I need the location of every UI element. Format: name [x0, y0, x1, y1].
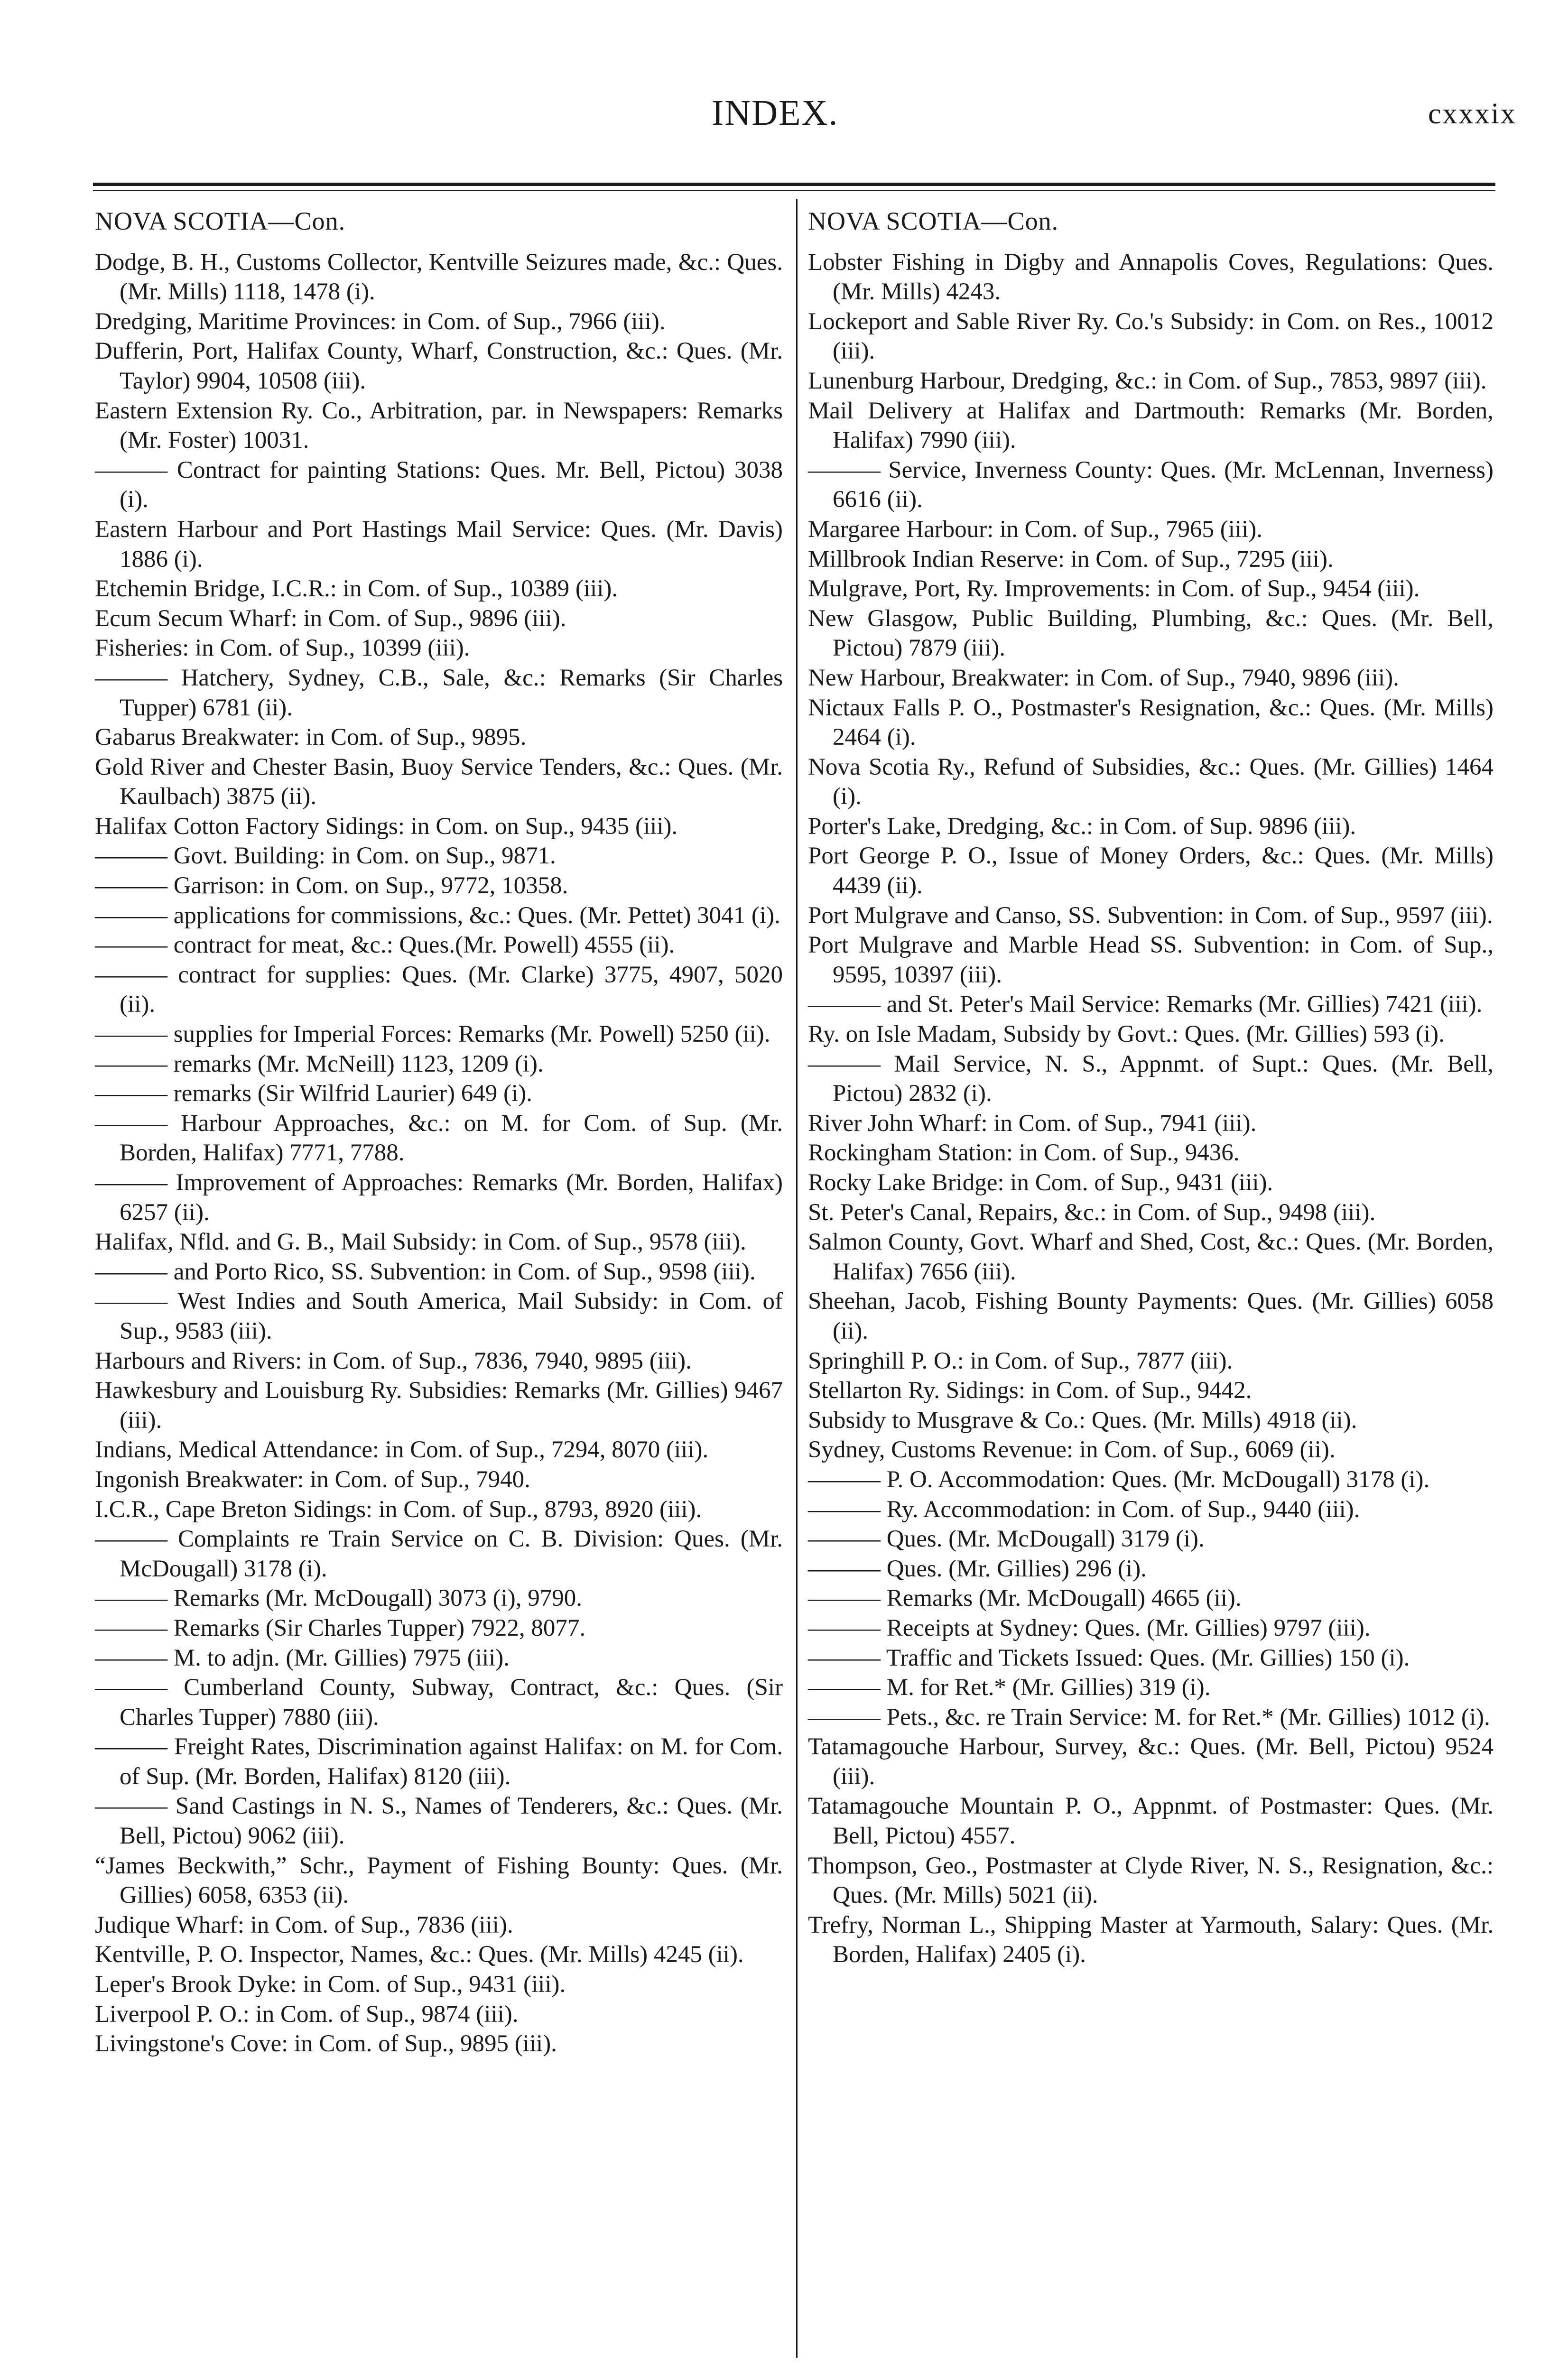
index-entry: Margaree Harbour: in Com. of Sup., 7965 (iii). [808, 516, 1262, 543]
header-rule-thin [93, 190, 1495, 191]
index-entry: ——— Contract for painting Stations: Ques. Mr. Bell, Pictou) 3038 (i). [95, 456, 783, 513]
index-entry: Dredging, Maritime Provinces: in Com. of Sup., 7966 (iii). [95, 308, 666, 335]
index-entry: Nictaux Falls P. O., Postmaster's Resignation, &c.: Ques. (Mr. Mills) 2464 (i). [808, 694, 1494, 751]
right-column [808, 206, 1494, 1970]
index-entry: Springhill P. O.: in Com. of Sup., 7877 (iii). [808, 1347, 1233, 1374]
index-entry: Etchemin Bridge, I.C.R.: in Com. of Sup., 10389 (iii). [95, 575, 618, 602]
index-entry: I.C.R., Cape Breton Sidings: in Com. of Sup., 8793, 8920 (iii). [95, 1496, 702, 1523]
index-entry: ——— Mail Service, N. S., Appnmt. of Supt.: Ques. (Mr. Bell, Pictou) 2832 (i). [808, 1050, 1494, 1107]
index-entry: Ecum Secum Wharf: in Com. of Sup., 9896 (iii). [95, 605, 566, 632]
index-entry: Ingonish Breakwater: in Com. of Sup., 7940. [95, 1466, 530, 1493]
index-entry: ——— remarks (Mr. McNeill) 1123, 1209 (i). [95, 1050, 544, 1077]
index-entry: ——— Improvement of Approaches: Remarks (Mr. Borden, Halifax) 6257 (ii). [95, 1169, 783, 1226]
index-entry: Kentville, P. O. Inspector, Names, &c.: Ques. (Mr. Mills) 4245 (ii). [95, 1941, 744, 1968]
index-entry: ——— M. to adjn. (Mr. Gillies) 7975 (iii). [95, 1644, 510, 1671]
index-entry: Lobster Fishing in Digby and Annapolis Coves, Regulations: Ques. (Mr. Mills) 4243. [808, 249, 1494, 306]
index-entry: ——— applications for commissions, &c.: Ques. (Mr. Pettet) 3041 (i). [95, 902, 780, 929]
index-entry: Millbrook Indian Reserve: in Com. of Sup., 7295 (iii). [808, 546, 1334, 573]
index-entry: ——— M. for Ret.* (Mr. Gillies) 319 (i). [808, 1674, 1211, 1701]
index-entry: “James Beckwith,” Schr., Payment of Fishing Bounty: Ques. (Mr. Gillies) 6058, 6353 (ii). [95, 1852, 783, 1909]
index-entry: St. Peter's Canal, Repairs, &c.: in Com. of Sup., 9498 (iii). [808, 1199, 1376, 1226]
index-entry: ——— P. O. Accommodation: Ques. (Mr. McDougall) 3178 (i). [808, 1466, 1430, 1493]
index-entry: Salmon County, Govt. Wharf and Shed, Cost, &c.: Ques. (Mr. Borden, Halifax) 7656 (iii). [808, 1229, 1494, 1285]
index-entry: ——— remarks (Sir Wilfrid Laurier) 649 (i). [95, 1080, 532, 1107]
index-entry: Rockingham Station: in Com. of Sup., 9436. [808, 1140, 1240, 1167]
index-entry: Hawkesbury and Louisburg Ry. Subsidies: Remarks (Mr. Gillies) 9467 (iii). [95, 1377, 783, 1434]
index-entry: Mail Delivery at Halifax and Dartmouth: Remarks (Mr. Borden, Halifax) 7990 (iii). [808, 397, 1494, 454]
index-entry: Gold River and Chester Basin, Buoy Service Tenders, &c.: Ques. (Mr. Kaulbach) 3875 (ii). [95, 753, 783, 810]
index-entry: ——— Remarks (Mr. McDougall) 4665 (ii). [808, 1585, 1242, 1612]
index-entry: Sheehan, Jacob, Fishing Bounty Payments: Ques. (Mr. Gillies) 6058 (ii). [808, 1288, 1494, 1344]
index-entry: New Harbour, Breakwater: in Com. of Sup., 7940, 9896 (iii). [808, 664, 1399, 691]
index-entry: River John Wharf: in Com. of Sup., 7941 (iii). [808, 1110, 1257, 1137]
index-entry: Dodge, B. H., Customs Collector, Kentville Seizures made, &c.: Ques. (Mr. Mills) 1118, 1478 (i). [95, 249, 783, 306]
index-entry: Indians, Medical Attendance: in Com. of Sup., 7294, 8070 (iii). [95, 1436, 709, 1464]
header-rule-thick [93, 183, 1495, 186]
index-entry: Port Mulgrave and Canso, SS. Subvention: in Com. of Sup., 9597 (iii). [808, 902, 1493, 929]
index-entry: ——— Service, Inverness County: Ques. (Mr. McLennan, Inverness) 6616 (ii). [808, 456, 1494, 513]
index-entry: Port George P. O., Issue of Money Orders, &c.: Ques. (Mr. Mills) 4439 (ii). [808, 843, 1494, 899]
index-entry: Mulgrave, Port, Ry. Improvements: in Com. of Sup., 9454 (iii). [808, 575, 1420, 602]
index-entry: Halifax Cotton Factory Sidings: in Com. on Sup., 9435 (iii). [95, 813, 678, 840]
index-entry: ——— West Indies and South America, Mail Subsidy: in Com. of Sup., 9583 (iii). [95, 1288, 783, 1344]
index-entry: Eastern Harbour and Port Hastings Mail Service: Ques. (Mr. Davis) 1886 (i). [95, 516, 783, 573]
index-entry: ——— Ques. (Mr. McDougall) 3179 (i). [808, 1526, 1205, 1553]
index-entry: Liverpool P. O.: in Com. of Sup., 9874 (iii). [95, 2001, 519, 2028]
index-entry: Port Mulgrave and Marble Head SS. Subvention: in Com. of Sup., 9595, 10397 (iii). [808, 932, 1494, 988]
index-entry: ——— Govt. Building: in Com. on Sup., 9871. [95, 843, 556, 870]
index-entry: ——— Ry. Accommodation: in Com. of Sup., 9440 (iii). [808, 1496, 1360, 1523]
column-divider [796, 199, 798, 2358]
index-entry: ——— Pets., &c. re Train Service: M. for Ret.* (Mr. Gillies) 1012 (i). [808, 1704, 1490, 1731]
index-entry: ——— Hatchery, Sydney, C.B., Sale, &c.: Remarks (Sir Charles Tupper) 6781 (ii). [95, 664, 783, 721]
index-entry: ——— Receipts at Sydney: Ques. (Mr. Gillies) 9797 (iii). [808, 1614, 1371, 1641]
index-entry: Halifax, Nfld. and G. B., Mail Subsidy: in Com. of Sup., 9578 (iii). [95, 1229, 746, 1256]
left-column-heading: NOVA SCOTIA—Con. [95, 207, 346, 235]
index-entry: Tatamagouche Harbour, Survey, &c.: Ques. (Mr. Bell, Pictou) 9524 (iii). [808, 1733, 1494, 1790]
index-entry: Ry. on Isle Madam, Subsidy by Govt.: Ques. (Mr. Gillies) 593 (i). [808, 1021, 1445, 1048]
index-entry: ——— and St. Peter's Mail Service: Remarks (Mr. Gillies) 7421 (iii). [808, 991, 1483, 1018]
index-entry: Sydney, Customs Revenue: in Com. of Sup., 6069 (ii). [808, 1436, 1336, 1464]
left-entry-list [95, 248, 783, 2059]
index-entry: Trefry, Norman L., Shipping Master at Yarmouth, Salary: Ques. (Mr. Borden, Halifax) 2405 (i). [808, 1911, 1494, 1968]
index-entry: Judique Wharf: in Com. of Sup., 7836 (iii). [95, 1911, 513, 1938]
index-entry: Gabarus Breakwater: in Com. of Sup., 9895. [95, 724, 527, 751]
index-entry: Eastern Extension Ry. Co., Arbitration, par. in Newspapers: Remarks (Mr. Foster) 10031. [95, 397, 783, 454]
index-entry: Livingstone's Cove: in Com. of Sup., 9895 (iii). [95, 2030, 557, 2057]
index-entry: Fisheries: in Com. of Sup., 10399 (iii). [95, 635, 470, 662]
index-entry: Porter's Lake, Dredging, &c.: in Com. of Sup. 9896 (iii). [808, 813, 1356, 840]
index-entry: Rocky Lake Bridge: in Com. of Sup., 9431 (iii). [808, 1169, 1273, 1196]
page-number: cxxxix [1428, 98, 1517, 130]
index-entry: Lockeport and Sable River Ry. Co.'s Subsidy: in Com. on Res., 10012 (iii). [808, 308, 1494, 365]
index-entry: ——— Sand Castings in N. S., Names of Tenderers, &c.: Ques. (Mr. Bell, Pictou) 9062 (iii). [95, 1793, 783, 1850]
index-entry: ——— contract for meat, &c.: Ques.(Mr. Powell) 4555 (ii). [95, 932, 675, 959]
index-entry: ——— Freight Rates, Discrimination against Halifax: on M. for Com. of Sup. (Mr. Borden, Halifax) 8120 (iii). [95, 1733, 783, 1790]
index-entry: ——— Harbour Approaches, &c.: on M. for Com. of Sup. (Mr. Borden, Halifax) 7771, 7788. [95, 1110, 783, 1167]
index-entry: ——— Garrison: in Com. on Sup., 9772, 10358. [95, 872, 568, 899]
index-entry: ——— Cumberland County, Subway, Contract, &c.: Ques. (Sir Charles Tupper) 7880 (iii). [95, 1674, 783, 1731]
index-entry: ——— Remarks (Mr. McDougall) 3073 (i), 9790. [95, 1585, 582, 1612]
index-entry: Leper's Brook Dyke: in Com. of Sup., 9431 (iii). [95, 1971, 566, 1998]
index-entry: Lunenburg Harbour, Dredging, &c.: in Com. of Sup., 7853, 9897 (iii). [808, 367, 1487, 394]
index-entry: New Glasgow, Public Building, Plumbing, &c.: Ques. (Mr. Bell, Pictou) 7879 (iii). [808, 605, 1494, 662]
index-entry: Nova Scotia Ry., Refund of Subsidies, &c.: Ques. (Mr. Gillies) 1464 (i). [808, 753, 1494, 810]
index-entry: ——— Remarks (Sir Charles Tupper) 7922, 8077. [95, 1614, 586, 1641]
index-entry: Tatamagouche Mountain P. O., Appnmt. of Postmaster: Ques. (Mr. Bell, Pictou) 4557. [808, 1793, 1494, 1850]
index-entry: ——— contract for supplies: Ques. (Mr. Clarke) 3775, 4907, 5020 (ii). [95, 961, 783, 1018]
index-entry: Stellarton Ry. Sidings: in Com. of Sup., 9442. [808, 1377, 1252, 1404]
index-entry: Thompson, Geo., Postmaster at Clyde River, N. S., Resignation, &c.: Ques. (Mr. Mills) 5021 (ii). [808, 1852, 1494, 1909]
index-entry: ——— Complaints re Train Service on C. B. Division: Ques. (Mr. McDougall) 3178 (i). [95, 1526, 783, 1582]
right-entry-list [808, 248, 1494, 1970]
index-entry: ——— Ques. (Mr. Gillies) 296 (i). [808, 1555, 1147, 1582]
index-entry: Harbours and Rivers: in Com. of Sup., 7836, 7940, 9895 (iii). [95, 1347, 692, 1374]
page-header-title: INDEX. [712, 93, 839, 133]
right-column-heading: NOVA SCOTIA—Con. [808, 207, 1059, 235]
index-entry: Dufferin, Port, Halifax County, Wharf, Construction, &c.: Ques. (Mr. Taylor) 9904, 10508 (iii). [95, 338, 783, 394]
index-entry: ——— Traffic and Tickets Issued: Ques. (Mr. Gillies) 150 (i). [808, 1644, 1410, 1671]
index-entry: ——— and Porto Rico, SS. Subvention: in Com. of Sup., 9598 (iii). [95, 1258, 756, 1285]
left-column [95, 206, 783, 2059]
index-entry: Subsidy to Musgrave & Co.: Ques. (Mr. Mills) 4918 (ii). [808, 1407, 1357, 1434]
index-entry: ——— supplies for Imperial Forces: Remarks (Mr. Powell) 5250 (ii). [95, 1021, 770, 1048]
